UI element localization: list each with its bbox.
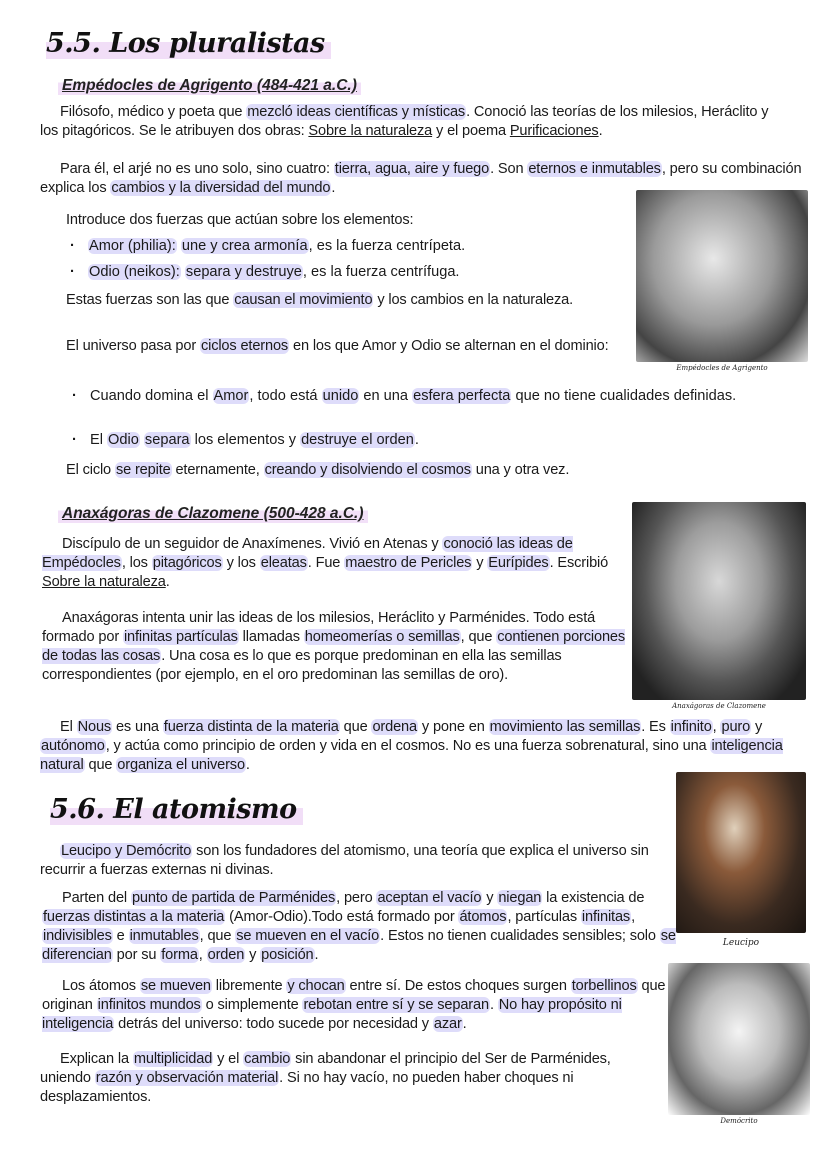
highlighted-text: forma: [161, 947, 198, 963]
text: . Estos no tienen cualidades sensibles; solo: [380, 928, 660, 944]
text: Discípulo de un seguidor de Anaxímenes. Vivió en Atenas y: [62, 536, 443, 552]
highlighted-text: infinitos mundos: [97, 997, 201, 1013]
text: Anaxágoras intenta unir las ideas de los milesios, Heráclito y Parménides. Todo está formado por: [42, 610, 596, 645]
highlighted-text: maestro de Pericles: [345, 555, 472, 571]
text: ,: [631, 909, 635, 925]
highlighted-text: ordena: [372, 719, 417, 735]
highlighted-text: movimiento las semillas: [489, 719, 641, 735]
text: es una: [112, 719, 163, 735]
highlighted-text: inteligencia natural: [40, 738, 783, 773]
text: . Una cosa es lo que es porque predominan en ella las semillas correspondientes (por ejemplo, en el oro predominan las semillas de oro).: [42, 648, 562, 683]
highlighted-text: Amor (philia):: [89, 238, 176, 254]
text: El: [60, 719, 77, 735]
paragraph: [42, 535, 627, 592]
text: . Fue: [307, 555, 345, 571]
text: Filósofo, médico y poeta que: [60, 104, 247, 120]
bullet-item: [70, 237, 628, 256]
section-title-pluralistas: 5.5. Los pluralistas: [46, 28, 331, 59]
text: que: [339, 719, 372, 735]
highlighted-text: puro: [721, 719, 751, 735]
anaxagoras-bust-image: [632, 502, 806, 700]
highlighted-text: infinitas: [581, 909, 631, 925]
text: sin abandonar el principio del Ser de Parménides, uniendo: [40, 1051, 611, 1086]
text: . Conoció las teorías de los milesios, Heráclito y los pitagóricos. Se le atribuyen dos obras:: [40, 104, 769, 139]
highlighted-text: eternos e inmutables: [528, 161, 661, 177]
highlighted-text: torbellinos: [571, 978, 637, 994]
highlighted-text: esfera perfecta: [413, 388, 511, 404]
bullet-item: [72, 431, 780, 450]
highlighted-text: organiza el universo: [117, 757, 245, 773]
paragraph: [42, 977, 692, 1034]
image-caption: Demócrito: [720, 1117, 758, 1125]
highlighted-text: causan el movimiento: [234, 292, 373, 308]
highlighted-text: conoció las ideas de Empédocles: [42, 536, 573, 571]
highlighted-text: se repite: [115, 462, 171, 478]
text: El universo pasa por: [66, 338, 200, 354]
highlighted-text: átomos: [459, 909, 507, 925]
text: , y actúa como principio de orden y vida en el cosmos. No es una fuerza sobrenatural, sino una: [105, 738, 711, 754]
text: .: [314, 947, 319, 963]
highlighted-text: Eurípides: [488, 555, 549, 571]
highlighted-text: punto de partida de Parménides: [131, 890, 336, 906]
text: Explican la: [60, 1051, 133, 1067]
image-caption: Empédocles de Agrigento: [676, 364, 768, 372]
text: y: [245, 947, 261, 963]
highlighted-text: cambio: [244, 1051, 291, 1067]
text: Los átomos: [62, 978, 140, 994]
bullet-item: [70, 263, 628, 282]
paragraph: [46, 337, 626, 356]
highlighted-text: inmutables: [129, 928, 199, 944]
text: y: [482, 890, 498, 906]
highlighted-text: creando y disolviendo el cosmos: [264, 462, 471, 478]
empedocles-portrait-image: [636, 190, 808, 362]
text: en los que Amor y Odio se alternan en el dominio:: [289, 338, 609, 354]
text: y pone en: [418, 719, 489, 735]
paragraph: [40, 718, 800, 775]
image-caption: Anaxágoras de Clazomene: [672, 702, 766, 710]
highlighted-text: aceptan el vacío: [377, 890, 482, 906]
leucipo-portrait-image: [676, 772, 806, 933]
text: .: [414, 432, 419, 448]
text: ,: [712, 719, 721, 735]
highlighted-text: une y crea armonía: [181, 238, 308, 254]
text: El ciclo: [66, 462, 115, 478]
text: .: [245, 757, 250, 773]
text: e: [112, 928, 129, 944]
text: .: [165, 574, 170, 590]
text: .: [489, 997, 498, 1013]
highlighted-text: tierra, agua, aire y fuego: [334, 161, 490, 177]
text: Parten del: [62, 890, 131, 906]
text: ,: [198, 947, 207, 963]
text: , que: [199, 928, 236, 944]
text: que originan: [42, 978, 666, 1013]
paragraph: [66, 461, 766, 480]
text: que no tiene cualidades definidas.: [511, 388, 737, 404]
highlighted-text: pitagóricos: [152, 555, 222, 571]
text: . Escribió: [549, 555, 609, 571]
highlighted-text: infinitas partículas: [123, 629, 238, 645]
heading-anaxagoras: Anaxágoras de Clazomene (500-428 a.C.): [58, 505, 368, 523]
text: (Amor-Odio).Todo está formado por: [225, 909, 459, 925]
highlighted-text: infinito: [670, 719, 712, 735]
text: y: [751, 719, 763, 735]
paragraph: [40, 1050, 630, 1107]
image-caption: Leucipo: [722, 938, 760, 948]
highlighted-text: multiplicidad: [133, 1051, 213, 1067]
text: y los cambios en la naturaleza.: [373, 292, 574, 308]
highlighted-text: Odio: [108, 432, 139, 448]
highlighted-text: azar: [433, 1016, 462, 1032]
highlighted-text: se diferencian: [42, 928, 676, 963]
highlighted-text: separa y destruye: [185, 264, 302, 280]
text: y el poema: [432, 123, 510, 139]
highlighted-text: indivisibles: [43, 928, 112, 944]
highlighted-text: posición: [261, 947, 314, 963]
text: y el: [213, 1051, 244, 1067]
text: Introduce dos fuerzas que actúan sobre los elementos:: [66, 212, 414, 228]
highlighted-text: rebotan entre sí y se separan: [303, 997, 489, 1013]
highlighted-text: homeomerías o semillas: [304, 629, 460, 645]
text: El: [90, 432, 108, 448]
text: , pero su combinación explica los: [40, 161, 802, 196]
text: , pero: [336, 890, 377, 906]
highlighted-text: Leucipo y Demócrito: [61, 843, 192, 859]
highlighted-text: No hay propósito ni inteligencia: [42, 997, 622, 1032]
text: libremente: [211, 978, 287, 994]
text: y: [472, 555, 488, 571]
paragraph: [40, 842, 660, 880]
paragraph: [66, 291, 586, 310]
underlined-title: Sobre la naturaleza: [42, 574, 166, 590]
text: o simplemente: [201, 997, 303, 1013]
text: . Si no hay vacío, no pueden haber choques ni desplazamientos.: [40, 1070, 574, 1105]
highlighted-text: autónomo: [41, 738, 105, 754]
paragraph: [40, 103, 790, 141]
text: una y otra vez.: [471, 462, 570, 478]
highlighted-text: destruye el orden: [301, 432, 414, 448]
paragraph: [42, 609, 627, 685]
highlighted-text: Nous: [77, 719, 112, 735]
highlighted-text: Odio (neikos):: [89, 264, 180, 280]
highlighted-text: razón y observación material: [95, 1070, 279, 1086]
text: Estas fuerzas son las que: [66, 292, 234, 308]
section-title-atomismo: 5.6. El atomismo: [50, 794, 303, 825]
highlighted-text: fuerza distinta de la materia: [163, 719, 339, 735]
text: .: [462, 1016, 467, 1032]
text: y los: [222, 555, 260, 571]
text: llamadas: [238, 629, 304, 645]
text: Cuando domina el: [90, 388, 213, 404]
text: , es la fuerza centrífuga.: [302, 264, 460, 280]
text: detrás del universo: todo sucede por necesidad y: [114, 1016, 433, 1032]
highlighted-text: se mueven en el vacío: [236, 928, 380, 944]
highlighted-text: fuerzas distintas a la materia: [43, 909, 225, 925]
text: Para él, el arjé no es uno solo, sino cuatro:: [60, 161, 334, 177]
text: , es la fuerza centrípeta.: [308, 238, 466, 254]
text: son los fundadores del atomismo, una teoría que explica el universo sin recurrir a fuerzas externas ni divinas.: [40, 843, 649, 878]
text: , todo está: [249, 388, 322, 404]
text: , partículas: [507, 909, 581, 925]
text: los elementos y: [190, 432, 301, 448]
text: .: [331, 180, 336, 196]
text: entre sí. De estos choques surgen: [345, 978, 571, 994]
highlighted-text: y chocan: [287, 978, 345, 994]
highlighted-text: niegan: [498, 890, 542, 906]
paragraph: [42, 889, 692, 965]
highlighted-text: cambios y la diversidad del mundo: [111, 180, 331, 196]
democrito-engraving-image: [668, 963, 810, 1115]
text: , los: [121, 555, 152, 571]
text: en una: [359, 388, 413, 404]
highlighted-text: mezcló ideas científicas y místicas: [247, 104, 466, 120]
highlighted-text: se mueven: [140, 978, 211, 994]
highlighted-text: ciclos eternos: [200, 338, 289, 354]
highlighted-text: contienen porciones de todas las cosas: [42, 629, 626, 664]
text: que: [84, 757, 117, 773]
bullet-item: [72, 387, 780, 406]
underlined-title: Sobre la naturaleza: [308, 123, 433, 139]
highlighted-text: Amor: [213, 388, 249, 404]
heading-empedocles: Empédocles de Agrigento (484-421 a.C.): [58, 77, 361, 95]
text: .: [598, 123, 603, 139]
text: . Es: [641, 719, 670, 735]
text: la existencia de: [542, 890, 645, 906]
text: , que: [460, 629, 497, 645]
highlighted-text: orden: [207, 947, 245, 963]
text: eternamente,: [171, 462, 264, 478]
text: . Son: [490, 161, 528, 177]
text: por su: [112, 947, 161, 963]
highlighted-text: separa: [144, 432, 190, 448]
highlighted-text: unido: [322, 388, 359, 404]
underlined-title: Purificaciones: [509, 123, 599, 139]
paragraph: [66, 211, 626, 230]
highlighted-text: eleatas: [260, 555, 307, 571]
